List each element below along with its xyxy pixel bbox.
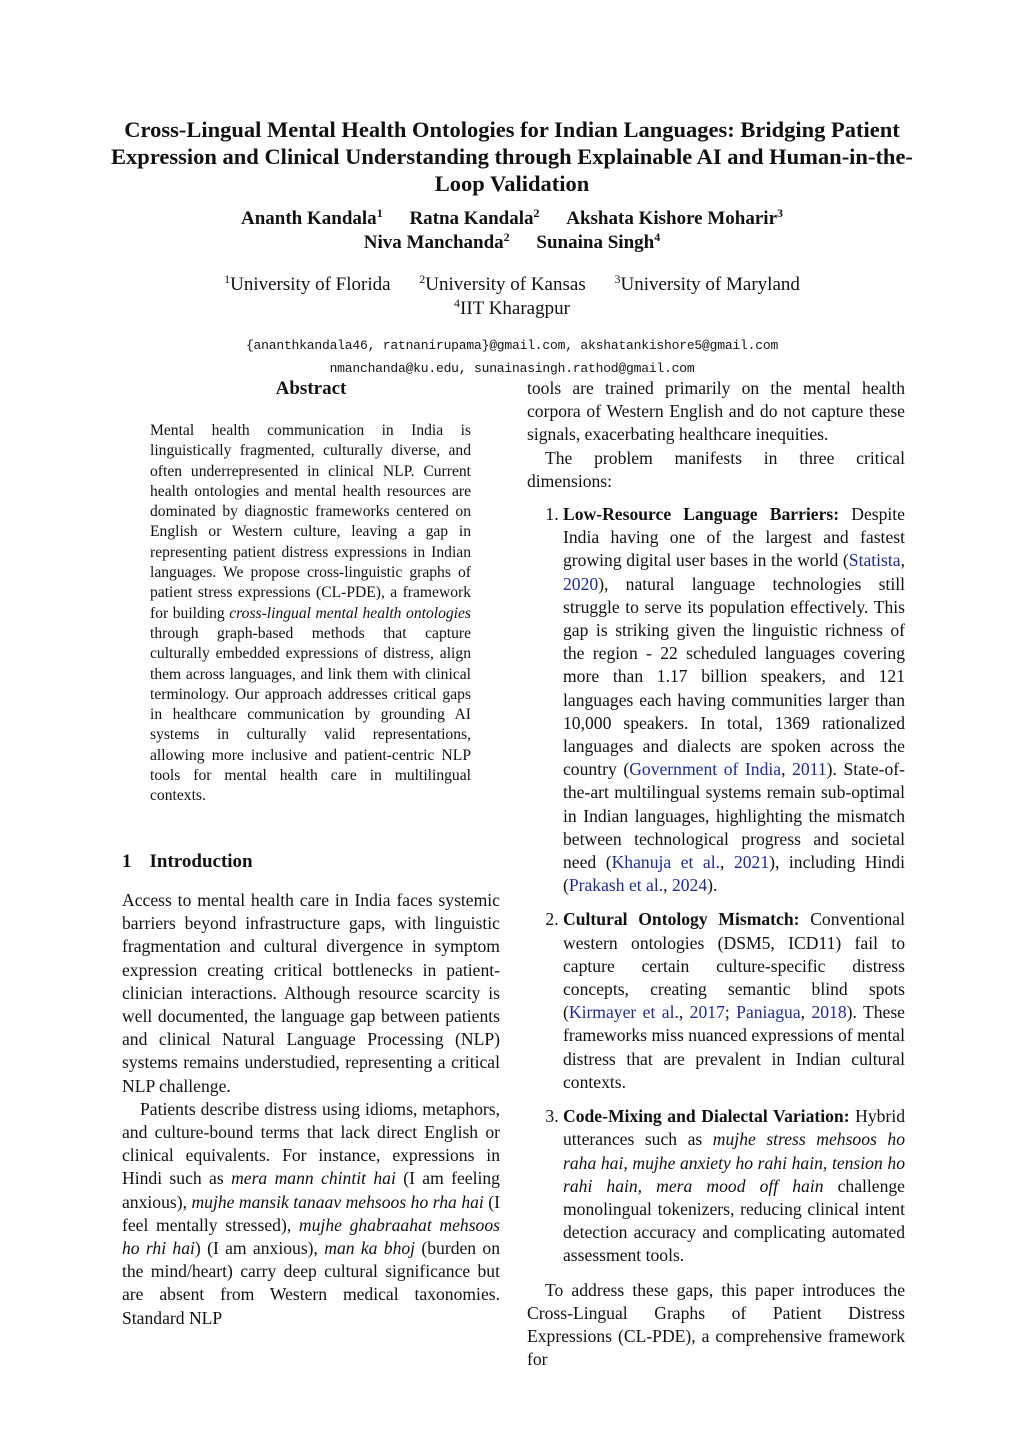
section-number: 1 [122,851,132,872]
text-run: ) (I am anxious), [194,1238,325,1259]
text-run: Despite India having one of the largest and fastest growing digital user bases in the world ( [563,504,905,571]
abstract-text [150,421,471,807]
text-run: ), natural language technologies still struggle to serve its population effectively. This gap is striking given the linguistic richness of the region - 22 scheduled languages covering more than 1.17 billion speakers, and 121 languages each having communities larger than 10,000 speakers. In total, 1369 rationalized languages and dialects are spoken across the country ( [563,573,905,780]
italic-text: mera mann chintit hai [231,1168,396,1189]
citation-link[interactable]: 2021 [733,852,770,873]
italic-text: mujhe stress mehsoos ho raha hai, mujhe anxiety ho rahi hain, tension ho rahi hain, mera mood off hain [563,1129,905,1196]
section-title: Introduction [149,851,253,872]
text-run: ; [724,1002,737,1023]
text-run: , [900,550,905,571]
author-sup: 2 [503,230,510,244]
text-run: Mental health communication in India is linguistically fragmented, culturally diverse, and often underrepresented in clinical NLP. Current health ontologies and mental health resources are dominated by diagnostic frameworks centered on English or Western culture, leaving a gap in representing patient distress expressions in Indian languages. We propose cross-linguistic graphs of patient stress expressions (CL-PDE), a framework for building [150,422,471,622]
emails [110,334,914,380]
citation-link[interactable]: 2017 [689,1002,725,1023]
problem-list [527,503,905,1268]
text-run: (burden on the mind/heart) carry deep cultural significance but are absent from Western medical taxonomies. Standard NLP [122,1238,500,1328]
section-heading [122,851,253,873]
citation-link[interactable]: Government of India [629,759,782,780]
author [566,208,783,229]
list-item [563,503,905,897]
author-sup: 4 [654,230,661,244]
author-name: Niva Manchanda [363,232,504,253]
text-run: ), including Hindi ( [563,852,905,896]
text-run: ). State-of-the-art multilingual systems remain sub-optimal in Indian languages, highlighting the mismatch between technological progress and societal need ( [563,759,906,873]
affil-name: IIT Kharagpur [460,298,570,319]
author-name: Akshata Kishore Moharir [566,208,778,229]
text-run: tools are trained primarily on the mental health corpora of Western English and do not capture these signals, exacerbating healthcare inequities. [527,378,905,445]
affil-name: University of Kansas [425,274,586,295]
citation-link[interactable]: Kirmayer et al. [568,1002,679,1023]
citation-link[interactable]: 2011 [792,759,827,780]
author-sup: 3 [777,206,784,220]
affiliation [419,274,585,295]
author-sup: 2 [533,206,540,220]
abstract-heading: Abstract [275,378,347,399]
text-run: challenge monolingual tokenizers, reducing clinical intent detection accuracy and complicating automated assessment tools. [563,1175,905,1266]
author-list [110,207,914,255]
text-run: , [678,1002,690,1023]
affil-name: University of Florida [230,274,391,295]
citation-link[interactable]: 2024 [671,875,708,896]
bold-term: Low-Resource Language Barriers: [563,504,840,525]
text-run: (I am feeling anxious), [122,1168,500,1212]
list-item [563,1105,905,1267]
left-column [122,889,500,1330]
text-run: through graph-based methods that capture culturally embedded expressions of distress, align them across languages, and link them with clinical terminology. Our approach addresses critical gaps in healthcare communication by grounding AI systems in culturally valid representations, allowing more inclusive and patient-centric NLP tools for mental health care in multilingual contexts. [150,624,471,805]
paragraph [122,1098,500,1330]
right-column [527,377,905,1371]
affil-sup: 2 [419,272,426,286]
bold-term: Cultural Ontology Mismatch: [563,909,800,930]
author [536,232,660,253]
email-line: nmanchanda@ku.edu, sunainasingh.rathod@gmail.com [329,361,695,376]
author-name: Ratna Kandala [409,208,534,229]
text-run: , [800,1002,812,1023]
affiliations [110,273,914,321]
italic-text: mujhe mansik tanaav mehsoos ho rha hai [191,1191,484,1212]
text-run: , [720,852,734,873]
citation-link[interactable]: Paniagua [736,1002,801,1023]
paragraph [527,1279,905,1372]
author-name: Ananth Kandala [240,208,377,229]
email-line: {ananthkandala46, ratnanirupama}@gmail.com, akshatankishore5@gmail.com [245,338,779,353]
citation-link[interactable]: 2020 [563,573,599,594]
italic-text: cross-lingual mental health ontologies [229,604,471,622]
text-run: Access to mental health care in India faces systemic barriers beyond infrastructure gaps, with linguistic fragmentation and cultural divergence in symptom expression creating critical bottlenecks in patient-clinician interactions. Although resource scarcity is well documented, the language gap between patients and clinical Natural Language Processing (NLP) systems remains understudied, representing a critical NLP challenge. [122,890,500,1096]
affil-sup: 3 [614,272,621,286]
citation-link[interactable]: Prakash et al. [568,875,664,896]
author-sup: 1 [376,206,383,220]
text-run: (I feel mentally stressed), [122,1191,500,1235]
text-run: To address these gaps, this paper introduces the Cross-Lingual Graphs of Patient Distress Expressions (CL-PDE), a comprehensive framework for [527,1279,905,1370]
affil-name: University of Maryland [620,274,800,295]
affiliation [224,274,390,295]
author [241,208,383,229]
text-run: ). [707,875,718,896]
author [409,208,539,229]
text-run: ). These frameworks miss nuanced expressions of mental distress that are prevalent in Indian cultural contexts. [563,1002,905,1092]
text-run: The problem manifests in three critical dimensions: [527,447,905,491]
text-run: Patients describe distress using idioms, metaphors, and culture-bound terms that lack direct English or clinical equivalents. For instance, expressions in Hindi such as [122,1098,500,1189]
affiliation [614,274,799,295]
citation-link[interactable]: Statista [848,550,901,571]
affil-sup: 4 [454,296,461,310]
affiliation [454,298,570,319]
paragraph [527,447,905,493]
paragraph [122,889,500,1098]
text-run: Hybrid utterances such as [563,1106,905,1150]
author [364,232,510,253]
citation-link[interactable]: Khanuja et al. [611,852,721,873]
paragraph [527,377,905,447]
italic-text: man ka bhoj [324,1238,416,1259]
abstract [150,421,471,807]
paper-title: Cross-Lingual Mental Health Ontologies for Indian Languages: Bridging Patient Expression and Clinical Understanding through Explainable AI and Human-in-the-Loop Validation [111,117,913,196]
bold-term: Code-Mixing and Dialectal Variation: [563,1106,850,1127]
list-item [563,908,905,1094]
italic-text: mujhe ghabraahat mehsoos ho rhi hai [122,1214,500,1259]
author-name: Sunaina Singh [536,232,655,253]
text-run: , [781,759,793,780]
text-run: Conventional western ontologies (DSM5, ICD11) fail to capture certain culture-specific distress concepts, creating semantic blind spots ( [563,909,905,1023]
citation-link[interactable]: 2018 [811,1002,847,1023]
text-run: , [663,875,672,896]
affil-sup: 1 [224,272,231,286]
